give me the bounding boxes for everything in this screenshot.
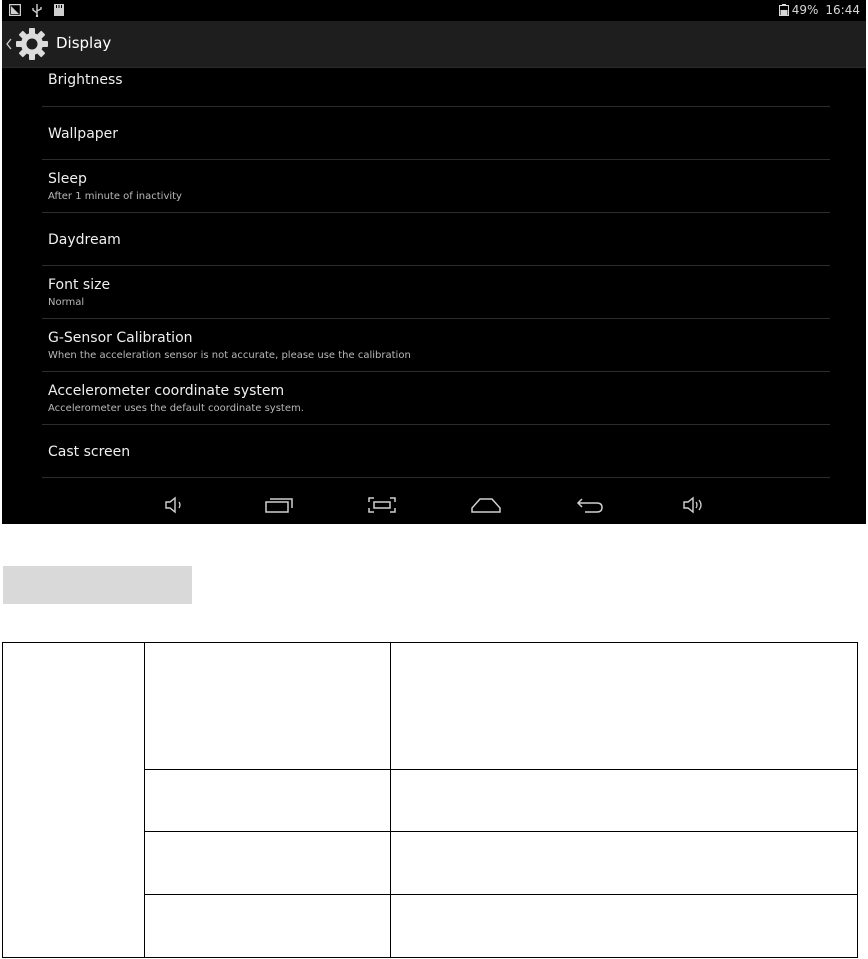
setting-title: Cast screen: [48, 444, 131, 460]
setting-wallpaper[interactable]: [42, 107, 830, 160]
setting-summary: After 1 minute of inactivity: [48, 191, 182, 202]
page-title: Display: [56, 34, 112, 52]
setting-title: Accelerometer coordinate system: [48, 383, 285, 399]
setting-daydream[interactable]: [42, 213, 830, 266]
setting-font-size[interactable]: [42, 266, 830, 319]
setting-title: G-Sensor Calibration: [48, 330, 193, 346]
screenshot-icon[interactable]: [365, 492, 399, 518]
home-icon[interactable]: [469, 492, 503, 518]
storage-icon: [52, 3, 66, 17]
setting-title: Font size: [48, 277, 111, 293]
table-cell: [3, 643, 145, 958]
status-bar: [2, 0, 866, 21]
table-cell: [145, 895, 391, 958]
volume-down-icon[interactable]: [158, 492, 192, 518]
usb-icon: [30, 3, 44, 17]
table-cell: [145, 643, 391, 770]
settings-gear-icon[interactable]: [15, 27, 49, 61]
navigation-bar: [2, 484, 866, 524]
volume-up-icon[interactable]: [677, 492, 711, 518]
android-screen: [2, 0, 866, 524]
up-caret-icon[interactable]: [4, 36, 14, 52]
table-cell: [145, 832, 391, 895]
clock: 16:44: [825, 3, 860, 17]
setting-title: Sleep: [48, 171, 87, 187]
status-indicators: [779, 3, 860, 17]
recent-apps-icon[interactable]: [262, 492, 296, 518]
setting-summary: Accelerometer uses the default coordinate system.: [48, 403, 304, 414]
document-table: [2, 642, 858, 958]
setting-accelerometer-coordinate-system[interactable]: [42, 372, 830, 425]
table-cell: [391, 832, 858, 895]
action-bar: [2, 21, 866, 68]
setting-title: Daydream: [48, 232, 121, 248]
table-cell: [391, 643, 858, 770]
status-notifications: [8, 3, 66, 17]
table-cell: [391, 770, 858, 832]
battery-percent: 49%: [791, 3, 819, 17]
setting-sleep[interactable]: [42, 160, 830, 213]
setting-brightness[interactable]: [42, 67, 830, 107]
setting-title: Wallpaper: [48, 126, 119, 142]
setting-summary: When the acceleration sensor is not accurate, please use the calibration: [48, 350, 411, 361]
setting-title: Brightness: [48, 72, 123, 88]
settings-list: [42, 67, 830, 478]
table-cell: [145, 770, 391, 832]
setting-g-sensor-calibration[interactable]: [42, 319, 830, 372]
back-icon[interactable]: [573, 492, 607, 518]
screenshot-notification-icon: [8, 3, 22, 17]
table-cell: [391, 895, 858, 958]
battery-charging-icon: [779, 4, 789, 16]
highlight-bar: [3, 566, 192, 604]
setting-summary: Normal: [48, 297, 85, 308]
setting-cast-screen[interactable]: [42, 425, 830, 478]
